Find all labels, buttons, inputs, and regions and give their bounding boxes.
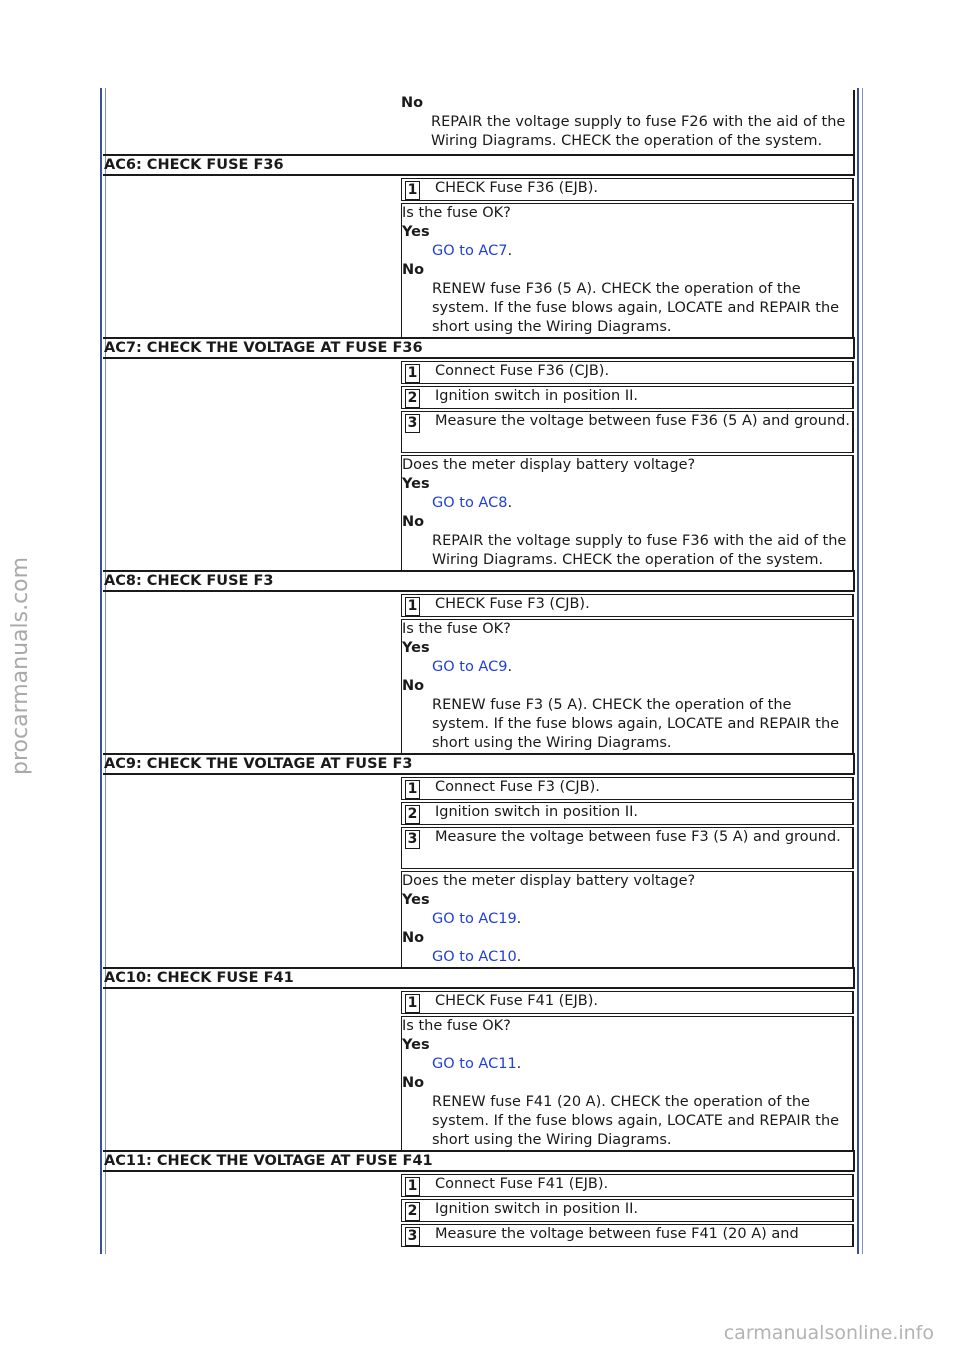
yes-goto-link[interactable]: GO to AC9 [432, 659, 508, 675]
step-row [401, 594, 854, 617]
step-text: Measure the voltage between fuse F3 (5 A) and ground. [435, 829, 841, 845]
question-block [401, 455, 854, 570]
no-text: REPAIR the voltage supply to fuse F36 with the aid of the Wiring Diagrams. CHECK the operation of the system. [432, 533, 847, 568]
no-text: REPAIR the voltage supply to fuse F26 with the aid of the Wiring Diagrams. CHECK the operation of the system. [431, 114, 846, 149]
yes-goto-link[interactable]: GO to AC11 [432, 1056, 517, 1072]
section-heading: AC11: CHECK THE VOLTAGE AT FUSE F41 [103, 1150, 855, 1172]
yes-line [402, 494, 852, 513]
step-number: 2 [405, 805, 420, 824]
left-border-line [100, 88, 102, 1254]
step-number: 3 [405, 830, 420, 849]
no-label: No [402, 678, 425, 694]
yes-line [402, 242, 852, 261]
no-text: . [516, 949, 522, 965]
no-line [402, 280, 852, 337]
step-row [401, 178, 854, 201]
question-block [401, 203, 854, 337]
no-goto-link[interactable]: GO to AC10 [432, 949, 517, 965]
document-page [103, 90, 855, 1247]
question-text: Does the meter display battery voltage? [402, 457, 696, 473]
no-line [402, 696, 852, 753]
step-number: 1 [405, 597, 420, 616]
no-line [402, 1093, 852, 1150]
yes-text: . [516, 911, 522, 927]
section-heading: AC8: CHECK FUSE F3 [103, 570, 855, 592]
question-text: Is the fuse OK? [402, 205, 511, 221]
step-row [401, 1199, 854, 1222]
yes-text: . [507, 243, 513, 259]
step-text: Ignition switch in position II. [435, 1201, 639, 1217]
step-row [401, 991, 854, 1014]
question-block [401, 871, 854, 967]
no-line [402, 532, 852, 570]
no-text: RENEW fuse F3 (5 A). CHECK the operation of the system. If the fuse blows again, LOCATE and REPAIR the short using the Wiring Diagrams. [432, 697, 840, 751]
step-text: Connect Fuse F41 (EJB). [435, 1176, 609, 1192]
step-text: CHECK Fuse F36 (EJB). [435, 180, 598, 196]
section-heading: AC6: CHECK FUSE F36 [103, 154, 855, 176]
top-answer-block [401, 90, 855, 154]
step-text: Measure the voltage between fuse F36 (5 A) and ground. [435, 413, 850, 429]
sections-container [103, 154, 855, 1247]
step-number: 1 [405, 1177, 420, 1196]
question-text: Is the fuse OK? [402, 1018, 511, 1034]
section-heading: AC7: CHECK THE VOLTAGE AT FUSE F36 [103, 337, 855, 359]
step-text: Measure the voltage between fuse F41 (20 A) and [435, 1226, 799, 1242]
step-row [401, 386, 854, 409]
step-number: 3 [405, 414, 420, 433]
step-row [401, 802, 854, 825]
section-heading: AC9: CHECK THE VOLTAGE AT FUSE F3 [103, 753, 855, 775]
no-label: No [402, 262, 425, 278]
step-row [401, 1224, 854, 1247]
step-number: 1 [405, 364, 420, 383]
step-row [401, 361, 854, 384]
no-label: No [402, 930, 425, 946]
yes-line [402, 658, 852, 677]
no-label: No [401, 95, 424, 111]
step-number: 2 [405, 389, 420, 408]
yes-label: Yes [402, 1037, 430, 1053]
right-border-line [857, 88, 859, 1254]
right-border-line-outer [862, 88, 863, 1254]
question-block [401, 619, 854, 753]
step-row [401, 777, 854, 800]
step-text: Connect Fuse F3 (CJB). [435, 779, 600, 795]
no-text: RENEW fuse F36 (5 A). CHECK the operation of the system. If the fuse blows again, LOCATE and REPAIR the short using the Wiring Diagrams. [432, 281, 840, 335]
yes-label: Yes [402, 476, 430, 492]
no-label: No [402, 514, 425, 530]
step-number: 1 [405, 994, 420, 1013]
step-text: CHECK Fuse F41 (EJB). [435, 993, 598, 1009]
question-text: Does the meter display battery voltage? [402, 873, 696, 889]
step-row [401, 1174, 854, 1197]
step-text: Ignition switch in position II. [435, 388, 639, 404]
yes-label: Yes [402, 640, 430, 656]
yes-text: . [507, 495, 513, 511]
step-text: Ignition switch in position II. [435, 804, 639, 820]
yes-line [402, 910, 852, 929]
yes-text: . [507, 659, 513, 675]
yes-text: . [516, 1056, 522, 1072]
yes-goto-link[interactable]: GO to AC7 [432, 243, 508, 259]
step-number: 1 [405, 181, 420, 200]
step-number: 3 [405, 1227, 420, 1246]
yes-label: Yes [402, 224, 430, 240]
step-row [401, 411, 854, 453]
yes-goto-link[interactable]: GO to AC8 [432, 495, 508, 511]
no-label: No [402, 1075, 425, 1091]
step-number: 2 [405, 1202, 420, 1221]
question-text: Is the fuse OK? [402, 621, 511, 637]
yes-goto-link[interactable]: GO to AC19 [432, 911, 517, 927]
step-row [401, 827, 854, 869]
question-block [401, 1016, 854, 1150]
section-heading: AC10: CHECK FUSE F41 [103, 967, 855, 989]
side-watermark: procarmanuals.com [8, 556, 33, 775]
step-text: Connect Fuse F36 (CJB). [435, 363, 610, 379]
yes-line [402, 1055, 852, 1074]
no-line [402, 948, 852, 967]
footer-watermark: carmanualsonline.info [723, 1322, 934, 1344]
no-text: RENEW fuse F41 (20 A). CHECK the operation of the system. If the fuse blows again, LOCATE and REPAIR the short using the Wiring Diagrams. [432, 1094, 840, 1148]
step-number: 1 [405, 780, 420, 799]
yes-label: Yes [402, 892, 430, 908]
step-text: CHECK Fuse F3 (CJB). [435, 596, 590, 612]
